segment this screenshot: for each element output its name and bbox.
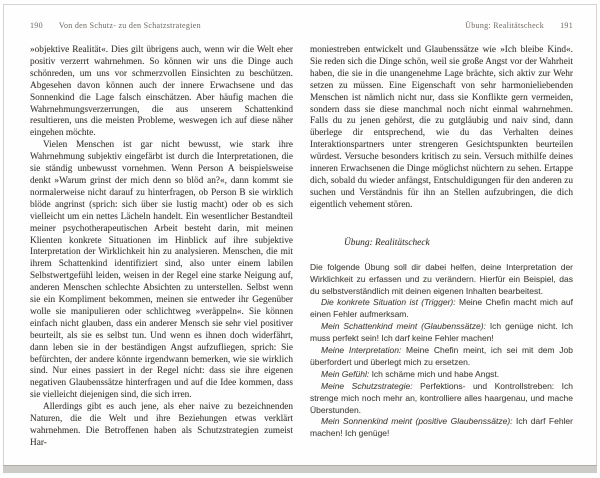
left-running-head: Von den Schutz- zu den Schatzstrategien [58, 21, 201, 30]
scan-bottom-edge-shadow [3, 465, 597, 473]
body-paragraph: »objektive Realität«. Dies gilt übrigens auch, wenn wir die Welt eher positiv verzerrt wahrnehmen. So können wir uns die Dinge auch schönreden, um uns vor schmerzvollen Einsichten zu beschützen. Abgesehen davon können auch der innere Erwachsene und das Sonnenkind die Lage falsch einschätzen. Aber häufig machen die Wahrnehmungsverzerrungen, die aus unserem Schattenkind resultieren, uns die meisten Probleme, weswegen ich auf diese näher eingehen möchte. [30, 45, 293, 139]
exercise-item [310, 297, 573, 321]
exercise-item [310, 381, 573, 417]
right-running-head: Übung: Realitätscheck [465, 21, 545, 30]
body-paragraph: Allerdings gibt es auch jene, als eher naive zu bezeichnenden Naturen, die die Welt und ihre Beziehungen etwas verklärt wahrnehmen. Die Betroffenen haben als Schutzstrategien zumeist Har- [30, 402, 293, 448]
exercise-item-text: Meine Chefin meint, ich sei mit dem Job überfordert und überlegt mich zu ersetzen. [310, 345, 573, 367]
right-page-body [310, 45, 573, 212]
exercise-item-text: Meine Chefin macht mich auf einen Fehler aufmerksam. [310, 297, 573, 320]
left-page-number: 190 [30, 21, 43, 30]
right-page-header [310, 21, 573, 33]
exercise-section-heading: Übung: Realitätscheck [344, 237, 430, 248]
exercise-section [310, 262, 573, 441]
exercise-item [310, 416, 573, 440]
exercise-item-text: Ich schäme mich und habe Angst. [369, 368, 500, 379]
body-paragraph: moniestreben entwickelt und Glaubenssätze wie »Ich bleibe Kind«. Sie reden sich die Dinge schön, weil sie große Angst vor der Wahrheit haben, die sie in die unangenehme Lage brächte, sich aktiv zur Wehr setzen zu müssen. Eine Eigenschaft von sehr harmonieliebenden Menschen ist nämlich nicht nur, dass sie Konflikte gern vermeiden, sondern dass sie diese manchmal noch nicht einmal wahrnehmen. Falls du zu jenen gehörst, die zu gutgläubig und naiv sind, dann überlege dir entsprechend, wie du das Verhalten deines Interaktionspartners unter strengeren Gesichtspunkten beurteilen würdest. Versuche besonders kritisch zu sein. Versuch mithilfe deines inneren Erwachsenen die Dinge möglichst nüchtern zu sehen. Ertappe dich, sobald du wieder anfängst, Entschuldigungen für den anderen zu suchen und Verständnis für ihn an Stellen aufzubringen, die dich eigentlich vehement stören. [310, 45, 573, 210]
right-page-number: 191 [560, 21, 573, 30]
exercise-item-label: Meine Schutzstrategie: [321, 380, 413, 391]
left-page [30, 21, 293, 461]
exercise-item-label: Meine Interpretation: [321, 345, 402, 356]
right-page [310, 21, 573, 461]
exercise-item-label: Die konkrete Situation ist (Trigger): [321, 297, 456, 308]
exercise-item-text: Perfektions- und Kontrollstreben: Ich strenge mich noch mehr an, kontrolliere alles haargenau, und mache Überstunden. [310, 380, 573, 415]
exercise-item-text: Ich darf Fehler machen! Ich genüge! [310, 416, 573, 439]
exercise-item-label: Mein Sonnenkind meint (positive Glaubenssätze): [321, 416, 513, 427]
exercise-item-label: Mein Gefühl: [321, 368, 370, 379]
body-paragraph: Vielen Menschen ist gar nicht bewusst, wie stark ihre Wahrnehmung subjektiv eingefärbt ist durch die Interpretationen, die sie ständig unbewusst vornehmen. Wenn Person A beispielsweise denkt »Warum grinst der mich denn so blöd an?«, dann kommt sie normalerweise nicht darauf zu hinterfragen, ob Person B sie wirklich blöde angrinst (sprich: sich über sie lustig macht) oder ob es sich vielleicht um ein nettes Lächeln handelt. Ein wesentlicher Bestandteil meiner psychotherapeutischen Arbeit besteht darin, mit meinen Klienten konkrete Situationen im Hinblick auf ihre subjektive Interpretation der Wirklichkeit hin zu analysieren. Menschen, die mit ihrem Schattenkind identifiziert sind, also unter einem labilen Selbstwertgefühl leiden, weisen in der Regel eine starke Neigung auf, anderen Menschen schlechte Absichten zu unterstellen. Selbst wenn sie ein Kompliment bekommen, meinen sie entweder ihr Gegenüber wolle sie manipulieren oder schlichtweg »veräppeln«. Sie können einfach nicht glauben, dass ein anderer Mensch sie sehr viel positiver beurteilt, als sie es selbst tun. Und wenn es ihnen doch widerfährt, dann leben sie in der beständigen Angst aufzufliegen, sprich: Sie befürchten, der andere könnte irgendwann bemerken, wie sie wirklich sind. Nur eines passiert in der Regel nicht: dass sie ihre eigenen negativen Glaubenssätze hinterfragen und auf die Idee kommen, dass sie vielleicht diejenigen sind, die sich irren. [30, 140, 293, 401]
exercise-item-label: Mein Schattenkind meint (Glaubenssätze): [321, 321, 486, 332]
exercise-item-text: Ich genüge nicht. Ich muss perfekt sein! Ich darf keine Fehler machen! [310, 321, 573, 344]
exercise-item [310, 321, 573, 345]
exercise-intro: Die folgende Übung soll dir dabei helfen, deine Interpretation der Wirklichkeit zu erfassen und zu verändern. Hierfür ein Beispiel, das du selbstverständlich mit deinen eigenen Inhalten bearbeitest. [310, 261, 573, 296]
exercise-item [310, 345, 573, 369]
exercise-item [310, 369, 573, 381]
left-page-body [30, 45, 293, 450]
left-page-header [30, 21, 293, 33]
